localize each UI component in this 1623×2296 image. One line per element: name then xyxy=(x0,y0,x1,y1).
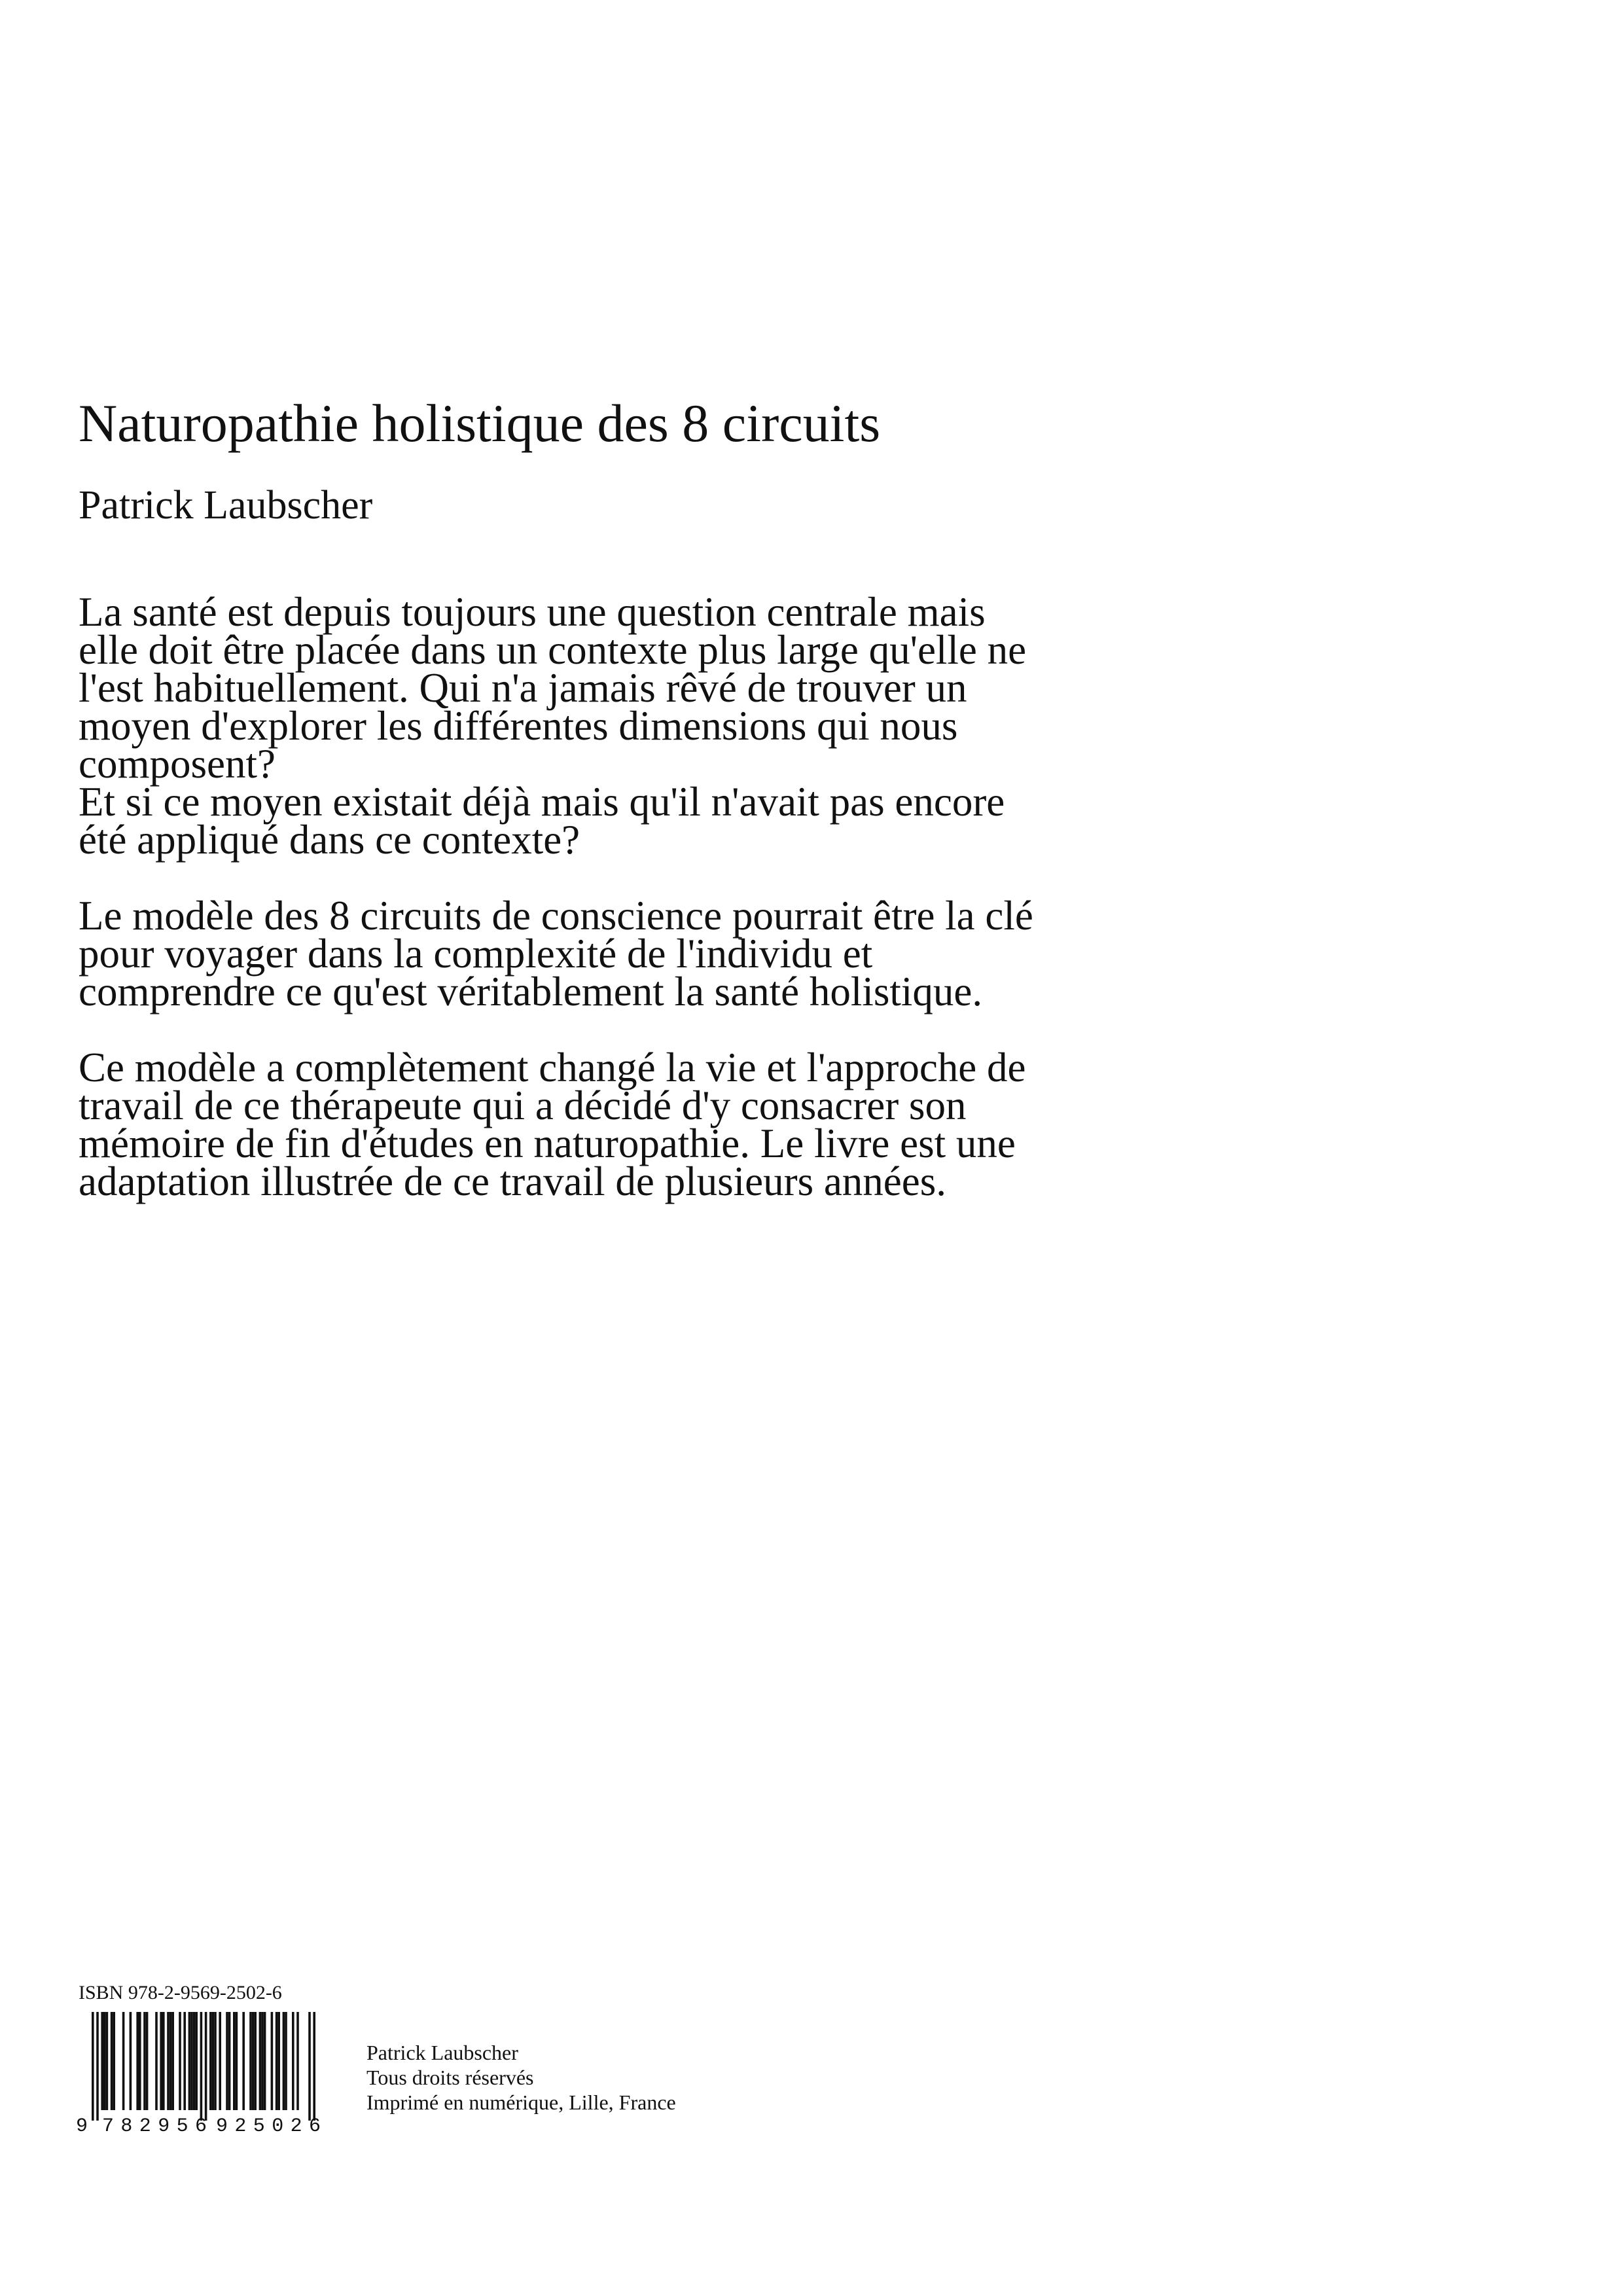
barcode-bar xyxy=(179,2012,181,2110)
book-title: Naturopathie holistique des 8 circuits xyxy=(79,393,881,453)
barcode-bar xyxy=(167,2012,169,2110)
barcode-bar xyxy=(226,2012,228,2110)
barcode-bar xyxy=(122,2012,125,2110)
blurb-line: pour voyager dans la complexité de l'individu et xyxy=(79,931,873,977)
barcode-bar xyxy=(277,2012,280,2110)
barcode-bar xyxy=(254,2012,257,2110)
imprint-printing: Imprimé en numérique, Lille, France xyxy=(366,2090,676,2114)
barcode-bar xyxy=(139,2012,141,2110)
barcode-bar xyxy=(92,2012,94,2121)
barcode-bar xyxy=(261,2012,264,2110)
barcode-bar xyxy=(228,2012,231,2110)
barcode-bar xyxy=(103,2012,106,2110)
barcode-bar xyxy=(111,2012,113,2110)
barcode-bar xyxy=(209,2012,212,2110)
barcode-bar xyxy=(249,2012,252,2110)
blurb-line: Le modèle des 8 circuits de conscience pourrait être la clé xyxy=(79,893,1033,939)
barcode-graphic xyxy=(73,2011,329,2135)
blurb-line: adaptation illustrée de ce travail de plusieurs années. xyxy=(79,1158,946,1204)
barcode-bar xyxy=(212,2012,215,2110)
back-cover-blurb xyxy=(79,589,1257,1238)
blurb-paragraph-1 xyxy=(79,589,1257,863)
book-author: Patrick Laubscher xyxy=(79,483,373,528)
barcode-bar xyxy=(283,2012,285,2110)
blurb-line: La santé est depuis toujours une question centrale mais xyxy=(79,589,986,635)
blurb-paragraph-3 xyxy=(79,1045,1257,1204)
barcode-digit-first: 9 xyxy=(76,2115,88,2135)
barcode-bar xyxy=(205,2012,207,2121)
isbn-label: ISBN 978-2-9569-2502-6 xyxy=(79,1982,282,2003)
barcode-bar xyxy=(171,2012,174,2110)
blurb-line: Ce modèle a complètement changé la vie et l'approche de xyxy=(79,1045,1026,1090)
barcode-bar xyxy=(146,2012,149,2110)
imprint-publisher: Patrick Laubscher xyxy=(366,2041,518,2064)
barcode-bar xyxy=(169,2012,172,2110)
barcode-bar xyxy=(252,2012,255,2110)
barcode-bar xyxy=(195,2012,198,2110)
barcode-bar xyxy=(190,2012,193,2110)
blurb-line: elle doit être placée dans un contexte plus large qu'elle ne xyxy=(79,627,1027,673)
barcode-bar xyxy=(183,2012,186,2110)
barcode-bar xyxy=(214,2012,217,2110)
barcode-bar xyxy=(143,2012,146,2110)
barcode-bar xyxy=(101,2012,103,2110)
barcode-digits-right: 925026 xyxy=(216,2115,321,2135)
barcode-bar xyxy=(264,2012,266,2110)
barcode-bar xyxy=(292,2012,294,2110)
barcode-bar xyxy=(242,2012,245,2110)
barcode-bar xyxy=(285,2012,287,2110)
barcode-bar xyxy=(96,2012,99,2121)
barcode-bar xyxy=(113,2012,115,2110)
barcode-bar xyxy=(296,2012,299,2110)
barcode-bar xyxy=(259,2012,262,2110)
barcode-bar xyxy=(136,2012,139,2110)
imprint-rights: Tous droits réservés xyxy=(366,2066,534,2089)
barcode-bar xyxy=(308,2012,311,2121)
barcode-bar xyxy=(155,2012,158,2110)
barcode-bars xyxy=(92,2012,315,2121)
barcode-bar xyxy=(313,2012,315,2121)
barcode-bar xyxy=(193,2012,196,2110)
barcode-bar xyxy=(160,2012,162,2110)
barcode-bar xyxy=(106,2012,109,2110)
blurb-line: moyen d'explorer les différentes dimensions qui nous xyxy=(79,703,958,749)
barcode-bar xyxy=(130,2012,132,2110)
barcode-bar xyxy=(219,2012,221,2110)
barcode-bar xyxy=(233,2012,236,2110)
isbn-barcode xyxy=(73,2011,329,2135)
barcode-bar xyxy=(188,2012,191,2110)
blurb-line: Et si ce moyen existait déjà mais qu'il n'avait pas encore xyxy=(79,779,1005,825)
imprint-block xyxy=(366,2040,676,2115)
blurb-paragraph-2 xyxy=(79,893,1257,1014)
blurb-line: l'est habituellement. Qui n'a jamais rêvé de trouver un xyxy=(79,665,967,711)
blurb-line: été appliqué dans ce contexte? xyxy=(79,817,580,863)
barcode-bar xyxy=(236,2012,238,2110)
blurb-line: mémoire de fin d'études en naturopathie. Le livre est une xyxy=(79,1121,1016,1166)
barcode-digits-left: 782956 xyxy=(102,2115,207,2135)
blurb-line: comprendre ce qu'est véritablement la santé holistique. xyxy=(79,969,983,1014)
blurb-line: composent? xyxy=(79,741,276,787)
barcode-bar xyxy=(162,2012,165,2110)
barcode-bar xyxy=(276,2012,278,2110)
barcode-bar xyxy=(271,2012,274,2110)
blurb-line: travail de ce thérapeute qui a décidé d'y consacrer son xyxy=(79,1083,967,1128)
barcode-bar xyxy=(200,2012,203,2121)
